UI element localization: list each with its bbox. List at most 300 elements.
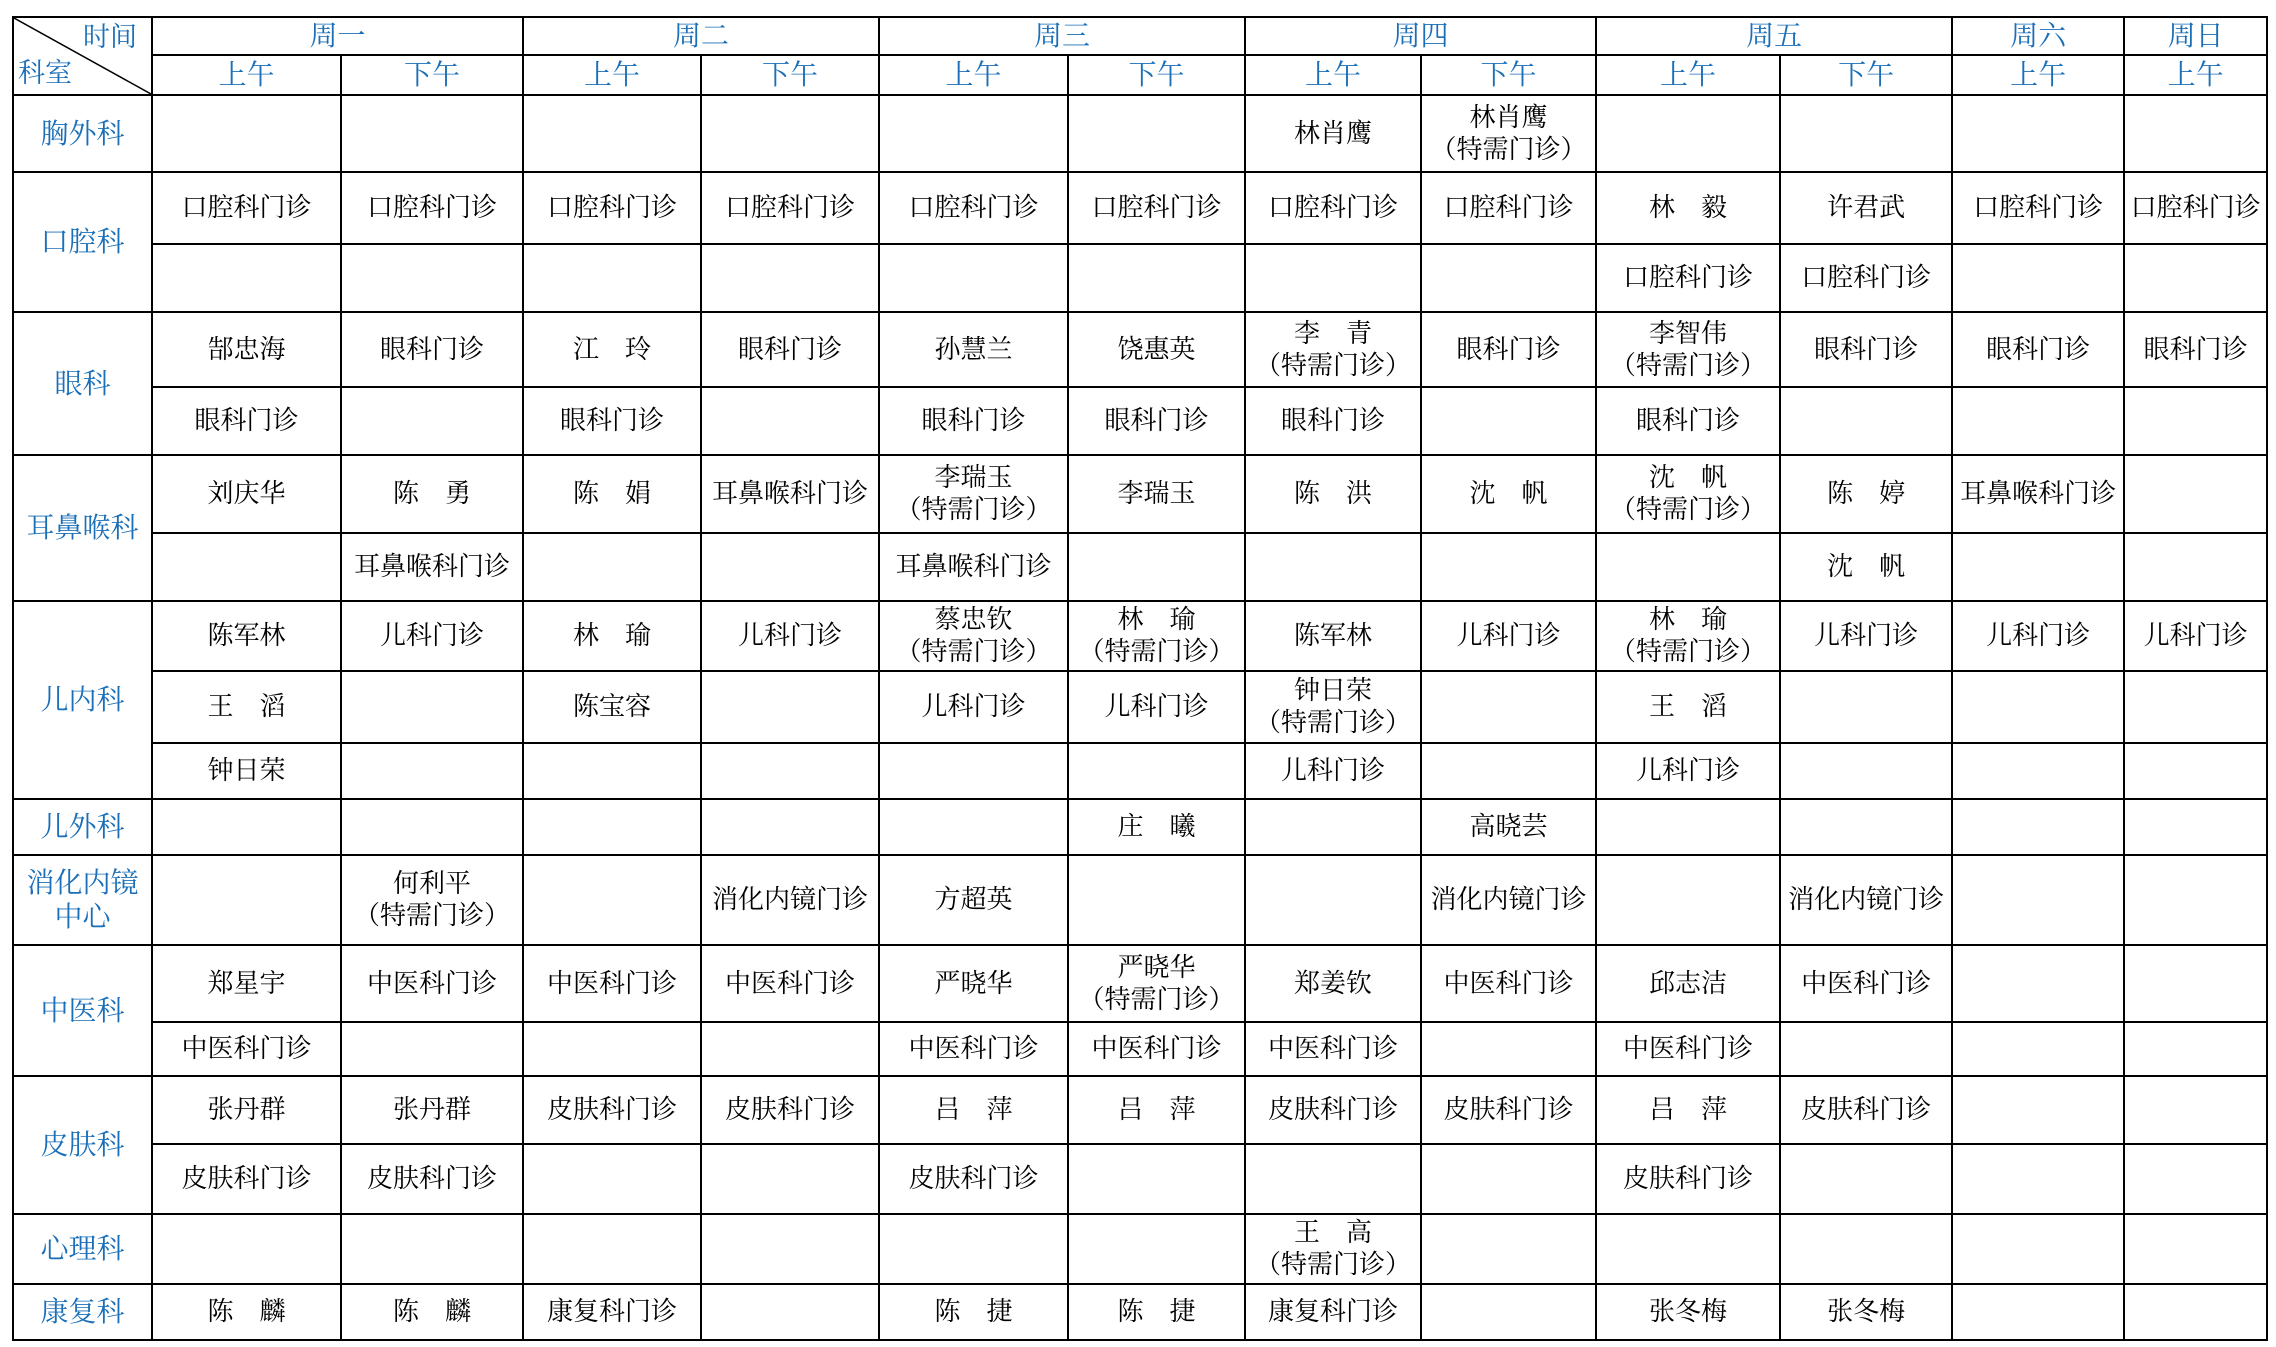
cell-line: 中医科门诊 [1268, 1034, 1399, 1064]
schedule-cell [523, 244, 701, 312]
schedule-cell [1245, 172, 1421, 244]
schedule-cell [1780, 601, 1952, 671]
schedule-cell [1952, 533, 2124, 601]
schedule-body [13, 95, 2267, 1340]
schedule-cell [1421, 601, 1596, 671]
cell-line: 心理科 [40, 1232, 125, 1265]
cell-line: 眼科门诊 [1986, 334, 2091, 365]
schedule-cell [1421, 95, 1596, 172]
schedule-cell [523, 1022, 701, 1076]
schedule-cell [341, 1022, 523, 1076]
schedule-cell [1068, 945, 1245, 1022]
schedule-cell [523, 601, 701, 671]
period-header-row [13, 55, 2267, 95]
cell-line: 口腔科门诊 [547, 193, 678, 223]
schedule-cell [1596, 671, 1780, 743]
schedule-cell [152, 533, 341, 601]
cell-line: 口腔科门诊 [1623, 263, 1754, 293]
cell-line: 眼科门诊 [738, 334, 843, 365]
department-label [13, 855, 152, 945]
schedule-cell [701, 855, 879, 945]
schedule-cell [1421, 244, 1596, 312]
schedule-cell [2124, 601, 2267, 671]
schedule-cell [1421, 1076, 1596, 1144]
cell-line: 高晓芸 [1469, 812, 1548, 842]
schedule-cell [1068, 1022, 1245, 1076]
cell-line: 口腔科门诊 [1268, 193, 1399, 223]
department-label [13, 601, 152, 799]
schedule-cell [1245, 743, 1421, 799]
schedule-cell [701, 1284, 879, 1340]
cell-line: 消化内镜门诊 [712, 885, 869, 915]
schedule-cell [152, 1214, 341, 1284]
schedule-cell [2124, 855, 2267, 945]
schedule-cell [2124, 945, 2267, 1022]
cell-line: 饶惠英 [1117, 334, 1196, 365]
schedule-cell [1952, 95, 2124, 172]
schedule-cell [1952, 601, 2124, 671]
cell-line: （特需门诊） [1078, 637, 1235, 667]
cell-line: 张冬梅 [1827, 1297, 1906, 1327]
schedule-cell [523, 455, 701, 533]
cell-line: 林 瑜 [573, 621, 652, 651]
cell-line: 林肖鹰 [1469, 102, 1548, 133]
schedule-cell [701, 671, 879, 743]
schedule-cell [1245, 671, 1421, 743]
schedule-cell [1596, 743, 1780, 799]
cell-line: 皮肤科门诊 [547, 1095, 678, 1125]
cell-line: 皮肤科门诊 [181, 1164, 312, 1194]
schedule-cell [1068, 312, 1245, 387]
schedule-row [13, 743, 2267, 799]
schedule-row [13, 244, 2267, 312]
schedule-cell [1068, 1284, 1245, 1340]
schedule-cell [879, 743, 1068, 799]
schedule-cell [2124, 1144, 2267, 1214]
cell-line: 邱志洁 [1649, 968, 1728, 999]
day-header: 周二 [523, 17, 879, 55]
schedule-cell [879, 95, 1068, 172]
schedule-cell [1596, 945, 1780, 1022]
cell-line: 吕 萍 [934, 1095, 1013, 1125]
schedule-cell [879, 244, 1068, 312]
schedule-cell [1596, 387, 1780, 455]
schedule-cell [1780, 1144, 1952, 1214]
cell-line: （特需门诊） [1078, 984, 1235, 1015]
cell-line: 张冬梅 [1649, 1297, 1728, 1327]
schedule-cell [1245, 533, 1421, 601]
schedule-cell [879, 799, 1068, 855]
schedule-cell [1245, 601, 1421, 671]
schedule-cell [341, 95, 523, 172]
period-header: 上午 [152, 55, 341, 95]
schedule-cell [1068, 244, 1245, 312]
schedule-cell [1068, 743, 1245, 799]
cell-line: （特需门诊） [1610, 637, 1767, 667]
cell-line: 消化内镜门诊 [1788, 885, 1945, 915]
schedule-cell [1245, 312, 1421, 387]
cell-line: 口腔科门诊 [2130, 193, 2261, 223]
schedule-cell [2124, 1076, 2267, 1144]
cell-line: 钟日荣 [207, 756, 286, 786]
cell-line: 康复科门诊 [1268, 1297, 1399, 1327]
cell-line: 口腔科门诊 [1973, 193, 2104, 223]
schedule-cell [2124, 1284, 2267, 1340]
period-header: 下午 [1068, 55, 1245, 95]
schedule-cell [1952, 1022, 2124, 1076]
schedule-cell [701, 533, 879, 601]
schedule-cell [701, 743, 879, 799]
schedule-row [13, 671, 2267, 743]
schedule-cell [1596, 1144, 1780, 1214]
cell-line: 眼科门诊 [1104, 406, 1209, 436]
schedule-cell [1596, 95, 1780, 172]
schedule-cell [879, 312, 1068, 387]
schedule-cell [1780, 671, 1952, 743]
schedule-cell [1421, 1144, 1596, 1214]
cell-line: 耳鼻喉科门诊 [1960, 479, 2117, 509]
schedule-row [13, 95, 2267, 172]
schedule-cell [341, 312, 523, 387]
schedule-cell [341, 172, 523, 244]
cell-line: 儿科门诊 [921, 692, 1026, 722]
cell-line: 口腔科门诊 [725, 193, 856, 223]
cell-line: 中医科门诊 [1623, 1034, 1754, 1064]
cell-line: （特需门诊） [1255, 708, 1412, 738]
schedule-cell [1952, 244, 2124, 312]
cell-line: 吕 萍 [1649, 1095, 1728, 1125]
cell-line: 李瑞玉 [934, 463, 1013, 493]
schedule-cell [341, 1144, 523, 1214]
cell-line: 张丹群 [207, 1095, 286, 1125]
schedule-cell [1245, 1076, 1421, 1144]
department-label [13, 1284, 152, 1340]
cell-line: 严晓华 [1117, 952, 1196, 983]
cell-line: 耳鼻喉科门诊 [712, 479, 869, 509]
cell-line: （特需门诊） [354, 901, 511, 931]
cell-line: 中医科门诊 [547, 968, 678, 999]
schedule-cell [2124, 533, 2267, 601]
cell-line: 严晓华 [934, 968, 1013, 999]
schedule-cell [701, 601, 879, 671]
cell-line: 李瑞玉 [1117, 479, 1196, 509]
schedule-cell [1245, 945, 1421, 1022]
cell-line: 耳鼻喉科 [26, 511, 139, 544]
cell-line: 耳鼻喉科门诊 [895, 552, 1052, 582]
cell-line: 儿科门诊 [738, 621, 843, 651]
schedule-cell [879, 1284, 1068, 1340]
cell-line: 许君武 [1827, 193, 1906, 223]
schedule-cell [1780, 799, 1952, 855]
schedule-cell [1596, 455, 1780, 533]
schedule-cell [152, 455, 341, 533]
department-label [13, 455, 152, 601]
schedule-cell [701, 1214, 879, 1284]
cell-line: 陈军林 [207, 621, 286, 651]
schedule-cell [1780, 1214, 1952, 1284]
schedule-cell [1596, 601, 1780, 671]
schedule-row [13, 1144, 2267, 1214]
cell-line: 陈宝容 [573, 692, 652, 722]
schedule-cell [341, 671, 523, 743]
cell-line: 孙慧兰 [934, 334, 1013, 365]
schedule-cell [341, 244, 523, 312]
schedule-cell [1421, 312, 1596, 387]
schedule-cell [701, 387, 879, 455]
cell-line: 中医科门诊 [1091, 1034, 1222, 1064]
schedule-cell [1245, 1214, 1421, 1284]
schedule-cell [152, 312, 341, 387]
schedule-cell [1068, 601, 1245, 671]
cell-line: 皮肤科门诊 [1801, 1095, 1932, 1125]
corner-time-label: 时间 [83, 22, 137, 53]
schedule-cell [341, 1214, 523, 1284]
cell-line: 儿内科 [40, 683, 125, 716]
schedule-cell [701, 1144, 879, 1214]
schedule-cell [701, 455, 879, 533]
schedule-cell [523, 743, 701, 799]
schedule-cell [523, 1214, 701, 1284]
schedule-cell [523, 1076, 701, 1144]
cell-line: （特需门诊） [1430, 134, 1587, 165]
schedule-cell [1421, 172, 1596, 244]
schedule-cell [879, 601, 1068, 671]
period-header: 上午 [1245, 55, 1421, 95]
cell-line: 中医科 [40, 993, 125, 1027]
schedule-cell [2124, 172, 2267, 244]
schedule-cell [1245, 1284, 1421, 1340]
schedule-cell [701, 172, 879, 244]
schedule-row [13, 312, 2267, 387]
schedule-cell [523, 387, 701, 455]
schedule-cell [523, 855, 701, 945]
schedule-row [13, 172, 2267, 244]
department-label [13, 172, 152, 312]
cell-line: 何利平 [393, 869, 472, 899]
schedule-cell [152, 95, 341, 172]
cell-line: 儿科门诊 [380, 621, 485, 651]
schedule-row [13, 387, 2267, 455]
cell-line: （特需门诊） [895, 637, 1052, 667]
schedule-cell [1421, 387, 1596, 455]
cell-line: 皮肤科门诊 [1268, 1095, 1399, 1125]
cell-line: 林 毅 [1649, 193, 1728, 223]
cell-line: 中医科门诊 [181, 1034, 312, 1064]
department-label [13, 799, 152, 855]
schedule-cell [879, 1022, 1068, 1076]
schedule-cell [1068, 671, 1245, 743]
schedule-cell [701, 312, 879, 387]
cell-line: 皮肤科门诊 [367, 1164, 498, 1194]
schedule-cell [1780, 387, 1952, 455]
cell-line: 耳鼻喉科门诊 [354, 552, 511, 582]
schedule-cell [341, 743, 523, 799]
cell-line: 康复科门诊 [547, 1297, 678, 1327]
schedule-cell [152, 387, 341, 455]
schedule-cell [1068, 1076, 1245, 1144]
schedule-cell [1245, 455, 1421, 533]
schedule-cell [1780, 743, 1952, 799]
cell-line: 眼科门诊 [1281, 406, 1386, 436]
cell-line: 中医科门诊 [725, 968, 856, 999]
schedule-cell [152, 1076, 341, 1144]
cell-line: 康复科 [40, 1295, 125, 1328]
period-header: 下午 [341, 55, 523, 95]
cell-line: 郑姜钦 [1294, 968, 1373, 999]
schedule-cell [1780, 1076, 1952, 1144]
period-header: 上午 [1596, 55, 1780, 95]
cell-line: 眼科门诊 [921, 406, 1026, 436]
cell-line: 眼科门诊 [560, 406, 665, 436]
schedule-row [13, 799, 2267, 855]
schedule-row [13, 1284, 2267, 1340]
schedule-cell [1952, 1144, 2124, 1214]
cell-line: 眼科门诊 [2143, 334, 2248, 365]
cell-line: 张丹群 [393, 1095, 472, 1125]
schedule-cell [1596, 855, 1780, 945]
cell-line: 林 瑜 [1117, 605, 1196, 635]
schedule-cell [1245, 799, 1421, 855]
cell-line: 眼科门诊 [1456, 334, 1561, 365]
schedule-row [13, 601, 2267, 671]
cell-line: 吕 萍 [1117, 1095, 1196, 1125]
department-label [13, 1214, 152, 1284]
cell-line: （特需门诊） [895, 495, 1052, 525]
cell-line: 中医科门诊 [367, 968, 498, 999]
schedule-cell [1421, 1214, 1596, 1284]
schedule-cell [879, 671, 1068, 743]
cell-line: 口腔科门诊 [1091, 193, 1222, 223]
cell-line: 胸外科 [40, 116, 125, 150]
clinic-schedule-table [12, 16, 2268, 1341]
cell-line: 王 滔 [1649, 692, 1728, 722]
cell-line: 眼科门诊 [1814, 334, 1919, 365]
schedule-cell [152, 244, 341, 312]
schedule-cell [2124, 1022, 2267, 1076]
schedule-cell [1596, 1214, 1780, 1284]
schedule-cell [341, 1076, 523, 1144]
schedule-cell [1068, 95, 1245, 172]
schedule-cell [1421, 855, 1596, 945]
cell-line: 王 滔 [207, 692, 286, 722]
schedule-cell [1596, 244, 1780, 312]
cell-line: 口腔科 [40, 225, 125, 258]
corner-dept-label: 科室 [18, 58, 72, 89]
schedule-cell [1780, 1284, 1952, 1340]
day-header: 周六 [1952, 17, 2124, 55]
department-label [13, 945, 152, 1076]
schedule-cell [523, 172, 701, 244]
period-header: 上午 [879, 55, 1068, 95]
schedule-cell [701, 244, 879, 312]
schedule-cell [701, 1076, 879, 1144]
schedule-cell [1952, 799, 2124, 855]
cell-line: 陈军林 [1294, 621, 1373, 651]
cell-line: （特需门诊） [1610, 350, 1767, 381]
schedule-cell [1780, 945, 1952, 1022]
cell-line: 中医科门诊 [908, 1034, 1039, 1064]
cell-line: 王 高 [1294, 1218, 1373, 1248]
schedule-cell [1952, 312, 2124, 387]
cell-line: 沈 帆 [1827, 552, 1906, 582]
schedule-cell [2124, 244, 2267, 312]
cell-line: 儿科门诊 [1636, 756, 1741, 786]
schedule-cell [879, 1144, 1068, 1214]
schedule-cell [1245, 855, 1421, 945]
cell-line: 儿科门诊 [2143, 621, 2248, 651]
schedule-cell [2124, 312, 2267, 387]
schedule-cell [1245, 1022, 1421, 1076]
period-header: 上午 [2124, 55, 2267, 95]
cell-line: 江 玲 [573, 334, 652, 365]
cell-line: 沈 帆 [1649, 463, 1728, 493]
cell-line: 眼科门诊 [380, 334, 485, 365]
period-header: 上午 [523, 55, 701, 95]
schedule-cell [1780, 244, 1952, 312]
cell-line: 儿科门诊 [1104, 692, 1209, 722]
day-header-row [13, 17, 2267, 55]
cell-line: 口腔科门诊 [908, 193, 1039, 223]
schedule-cell [1952, 671, 2124, 743]
cell-line: 皮肤科 [40, 1128, 125, 1161]
cell-line: 眼科门诊 [1636, 406, 1741, 436]
schedule-row [13, 945, 2267, 1022]
schedule-cell [341, 945, 523, 1022]
schedule-cell [1421, 455, 1596, 533]
schedule-cell [341, 533, 523, 601]
schedule-row [13, 533, 2267, 601]
cell-line: 中医科门诊 [1443, 968, 1574, 999]
cell-line: 儿科门诊 [1986, 621, 2091, 651]
cell-line: 中心 [54, 900, 111, 933]
schedule-cell [701, 945, 879, 1022]
schedule-cell [879, 387, 1068, 455]
schedule-cell [1421, 1022, 1596, 1076]
cell-line: 方超英 [934, 885, 1013, 915]
schedule-cell [152, 1144, 341, 1214]
schedule-cell [879, 1076, 1068, 1144]
schedule-cell [2124, 1214, 2267, 1284]
schedule-cell [152, 743, 341, 799]
cell-line: 儿科门诊 [1814, 621, 1919, 651]
schedule-cell [879, 172, 1068, 244]
cell-line: （特需门诊） [1255, 350, 1412, 381]
schedule-cell [1952, 387, 2124, 455]
schedule-cell [1068, 1144, 1245, 1214]
schedule-cell [701, 799, 879, 855]
schedule-cell [1780, 855, 1952, 945]
schedule-cell [1068, 172, 1245, 244]
period-header: 下午 [1780, 55, 1952, 95]
cell-line: 消化内镜门诊 [1430, 885, 1587, 915]
cell-line: 陈 勇 [393, 479, 472, 509]
cell-line: 郜忠海 [207, 334, 286, 365]
schedule-cell [1421, 671, 1596, 743]
cell-line: 李智伟 [1649, 318, 1728, 349]
schedule-cell [341, 387, 523, 455]
cell-line: 陈 麟 [207, 1297, 286, 1327]
schedule-row [13, 1022, 2267, 1076]
schedule-cell [523, 533, 701, 601]
schedule-cell [1068, 533, 1245, 601]
schedule-cell [1780, 533, 1952, 601]
cell-line: 皮肤科门诊 [725, 1095, 856, 1125]
schedule-cell [1952, 1214, 2124, 1284]
cell-line: （特需门诊） [1255, 1250, 1412, 1280]
schedule-cell [1245, 95, 1421, 172]
schedule-cell [1952, 172, 2124, 244]
schedule-cell [1421, 945, 1596, 1022]
